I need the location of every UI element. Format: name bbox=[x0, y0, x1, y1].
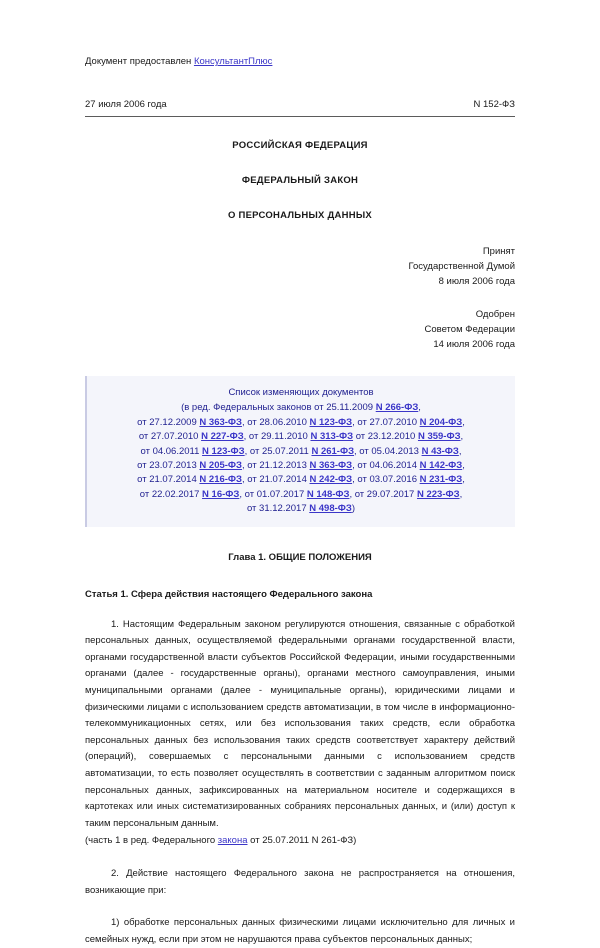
adoption-label: Принят bbox=[482, 246, 515, 257]
amendment-text: , bbox=[458, 445, 462, 457]
amendment-text: от 23.12.2010 bbox=[353, 431, 418, 443]
amendment-text: , от 04.06.2014 bbox=[352, 460, 420, 472]
amendment-law-link[interactable]: N 363-ФЗ bbox=[309, 460, 353, 472]
amendment-law-link[interactable]: N 16-ФЗ bbox=[202, 488, 240, 500]
amendment-line bbox=[93, 473, 509, 487]
amendment-law-link[interactable]: N 216-ФЗ bbox=[199, 474, 242, 486]
amendment-text: , от 03.07.2016 bbox=[352, 474, 420, 486]
amendment-law-link[interactable]: N 123-ФЗ bbox=[309, 416, 353, 428]
title-law-subject: О ПЕРСОНАЛЬНЫХ ДАННЫХ bbox=[227, 210, 372, 221]
amendment-law-link[interactable]: N 123-ФЗ bbox=[202, 445, 245, 457]
amendment-line bbox=[93, 445, 509, 459]
amendment-text: от 04.06.2011 bbox=[140, 445, 203, 457]
article-heading: Статья 1. Сфера действия настоящего Федерального закона bbox=[85, 588, 373, 600]
approval-label: Одобрен bbox=[475, 309, 515, 320]
paragraph-1-source-prefix: (часть 1 в ред. Федерального bbox=[85, 835, 218, 847]
amendment-law-link[interactable]: N 261-ФЗ bbox=[311, 445, 355, 457]
amendment-law-link[interactable]: N 242-ФЗ bbox=[309, 474, 353, 486]
chapter-heading: Глава 1. ОБЩИЕ ПОЛОЖЕНИЯ bbox=[228, 551, 372, 563]
amendment-line bbox=[93, 401, 509, 415]
amendment-law-link[interactable]: N 148-ФЗ bbox=[306, 488, 350, 500]
title-law-type: ФЕДЕРАЛЬНЫЙ ЗАКОН bbox=[241, 175, 359, 186]
amendment-text: (в ред. Федеральных законов от 25.11.2009 bbox=[181, 402, 376, 414]
amendment-text: от 21.07.2014 bbox=[137, 474, 200, 486]
amendment-text: , от 05.04.2013 bbox=[354, 445, 422, 457]
amendment-law-link[interactable]: N 204-ФЗ bbox=[419, 416, 463, 428]
amendments-title: Список изменяющих документов bbox=[228, 387, 374, 398]
amendment-text: , bbox=[418, 402, 421, 414]
amendment-text: , bbox=[462, 416, 465, 428]
consultant-plus-link[interactable]: КонсультантПлюс bbox=[193, 56, 273, 67]
amendment-line bbox=[93, 502, 509, 516]
amendment-line bbox=[93, 459, 509, 473]
amendment-text: ) bbox=[351, 503, 355, 515]
amendment-line bbox=[93, 488, 509, 502]
amendment-text: , от 01.07.2017 bbox=[239, 488, 307, 500]
amendment-text: , bbox=[460, 431, 464, 443]
amendment-text: , от 21.07.2014 bbox=[241, 474, 310, 486]
amendment-law-link[interactable]: N 43-ФЗ bbox=[421, 445, 459, 457]
amendment-text: , bbox=[462, 460, 465, 472]
amendment-law-link[interactable]: N 363-ФЗ bbox=[199, 416, 242, 428]
provider-line bbox=[85, 0, 515, 68]
paragraph-1: 1. Настоящим Федеральным законом регулируются отношения, связанные с обработкой персональных данных, осуществляемой федеральными органами государственной власти, органами государственной власти субъектов Российской Федерации, иными государственными органами (далее - государственные органы), органами местного самоуправления, иными муниципальными органами (далее - муниципальные органы), юридическими лицами и физическими лицами с использованием средств автоматизации, в том числе в информационно-телекоммуникационных сетях, или без использования таких средств, если обработка персональных данных без использования таких средств соответствует характеру действий (операций), совершаемых с персональными данными с использованием средств автоматизации, то есть позволяет осуществлять в соответствии с заданным алгоритмом поиск персональных данных, зафиксированных на материальном носителе и содержащихся в картотеках или иных систематизированных собраниях персональных данных, и (или) доступ к таким персональным данным. bbox=[85, 618, 515, 829]
amendment-text: , от 21.12.2013 bbox=[241, 460, 310, 472]
amendment-text: от 22.02.2017 bbox=[139, 488, 203, 500]
amendment-law-link[interactable]: N 266-ФЗ bbox=[375, 402, 419, 414]
amendment-law-link[interactable]: N 498-ФЗ bbox=[309, 503, 352, 515]
amendment-text: , от 29.07.2017 bbox=[349, 488, 417, 500]
adoption-body: Государственной Думой bbox=[408, 261, 515, 272]
paragraph-1-source bbox=[85, 833, 515, 850]
paragraph-1-source-suffix: от 25.07.2011 N 261-ФЗ) bbox=[247, 835, 357, 847]
approval-block bbox=[85, 307, 515, 352]
amendment-text: от 31.12.2017 bbox=[246, 503, 310, 515]
amendment-text: , bbox=[459, 488, 463, 500]
federal-law-link[interactable]: закона bbox=[217, 835, 248, 847]
amendment-law-link[interactable]: N 205-ФЗ bbox=[199, 460, 242, 472]
amendment-text: от 23.07.2013 bbox=[137, 460, 200, 472]
document-date: 27 июля 2006 года bbox=[85, 99, 167, 110]
amendment-text: , от 29.11.2010 bbox=[243, 431, 311, 443]
amendment-law-link[interactable]: N 231-ФЗ bbox=[419, 474, 463, 486]
amendment-law-link[interactable]: N 227-ФЗ bbox=[201, 431, 244, 443]
amendment-text: , от 25.07.2011 bbox=[244, 445, 312, 457]
amendment-law-link[interactable]: N 223-ФЗ bbox=[416, 488, 460, 500]
paragraph-2: 2. Действие настоящего Федерального закона не распространяется на отношения, возникающие при: bbox=[85, 867, 515, 896]
amendment-text: , от 28.06.2010 bbox=[241, 416, 310, 428]
paragraph-2-item-1: 1) обработке персональных данных физическими лицами исключительно для личных и семейных нужд, если при этом не нарушаются права субъектов персональных данных; bbox=[85, 917, 515, 945]
amendment-text: , bbox=[462, 474, 465, 486]
document-number: N 152-ФЗ bbox=[473, 99, 515, 110]
amendment-law-link[interactable]: N 313-ФЗ bbox=[310, 431, 354, 443]
adoption-date: 8 июля 2006 года bbox=[438, 276, 515, 287]
title-country: РОССИЙСКАЯ ФЕДЕРАЦИЯ bbox=[232, 140, 368, 151]
title-block bbox=[85, 139, 515, 222]
amendment-text: от 27.12.2009 bbox=[137, 416, 200, 428]
document-header bbox=[85, 98, 515, 117]
amendment-law-link[interactable]: N 359-ФЗ bbox=[417, 431, 461, 443]
amendment-line bbox=[93, 430, 509, 444]
amendment-line bbox=[93, 416, 509, 430]
approval-date: 14 июля 2006 года bbox=[433, 339, 515, 350]
amendments-list bbox=[93, 401, 509, 516]
amendment-text: от 27.07.2010 bbox=[138, 431, 202, 443]
adoption-block bbox=[85, 244, 515, 289]
amendment-text: , от 27.07.2010 bbox=[352, 416, 420, 428]
provider-prefix: Документ предоставлен bbox=[85, 56, 194, 67]
amendment-law-link[interactable]: N 142-ФЗ bbox=[419, 460, 463, 472]
amendments-box bbox=[85, 376, 515, 527]
approval-body: Советом Федерации bbox=[424, 324, 515, 335]
